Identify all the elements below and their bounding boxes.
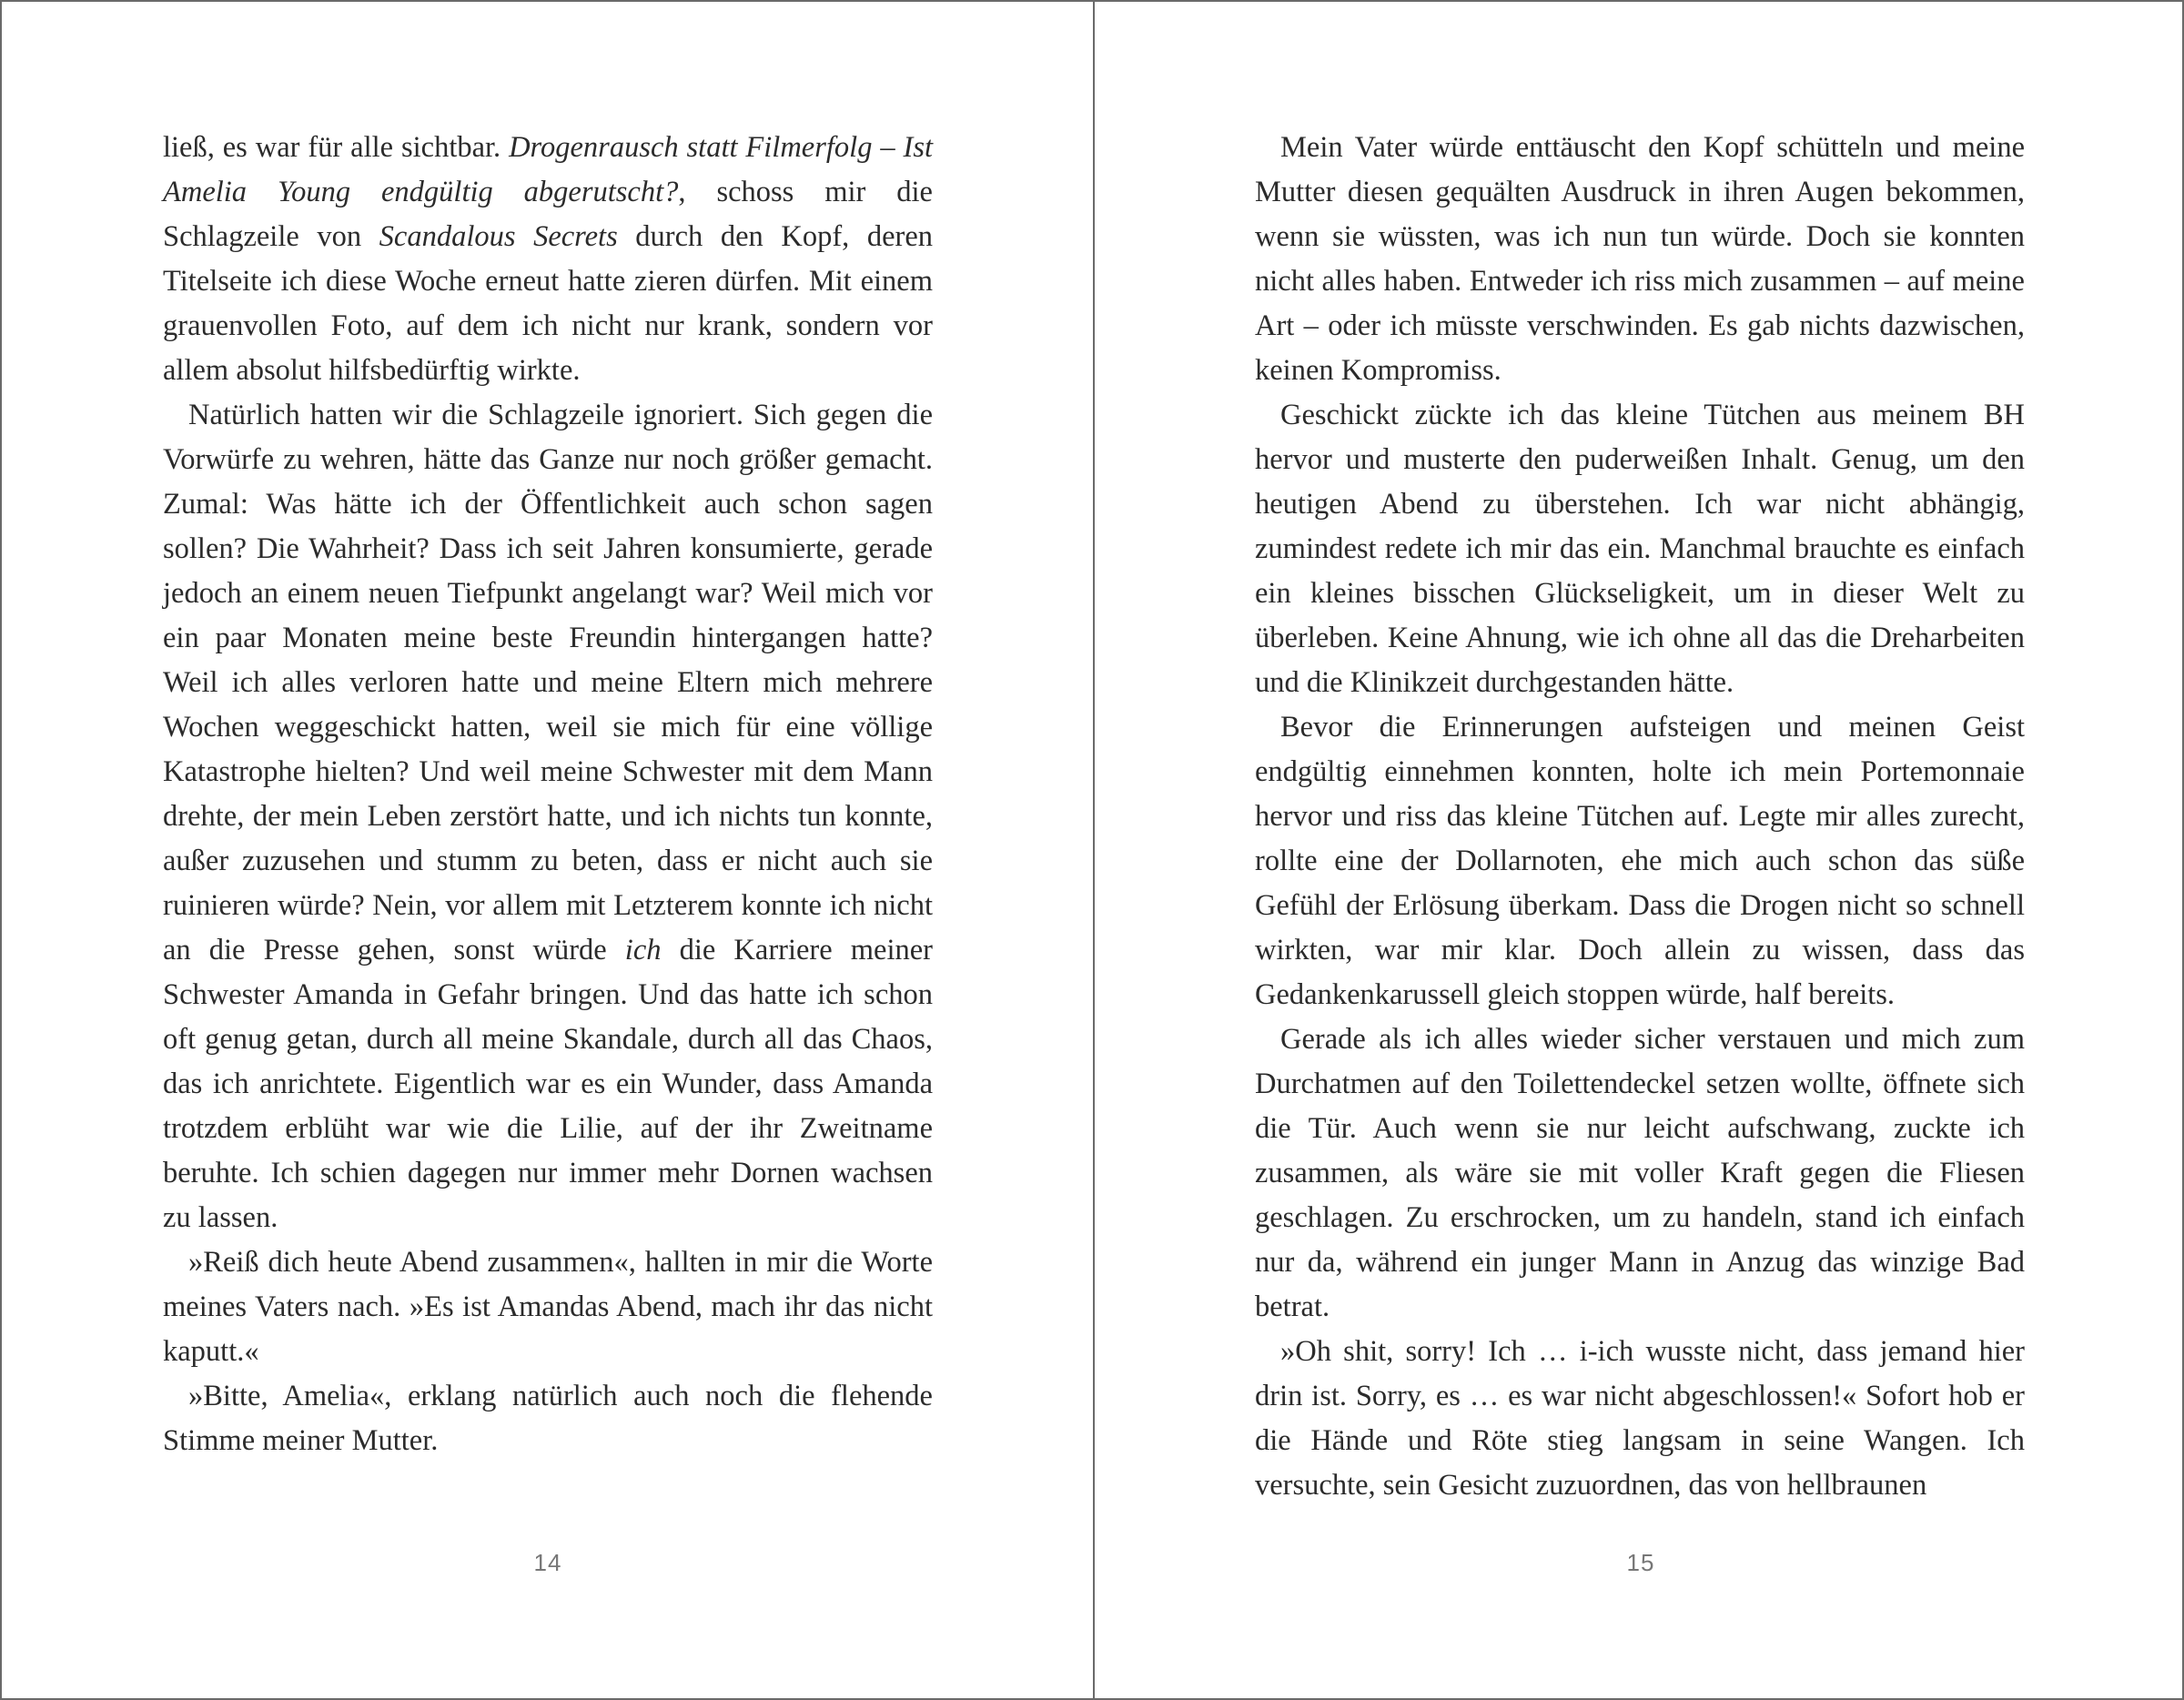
left-page-text	[163, 126, 933, 1463]
paragraph	[163, 1240, 933, 1374]
text-run: durch den Kopf, deren Titelseite ich diese Woche erneut hatte zieren dürfen. Mit einem grauenvollen Foto, auf dem ich nicht nur krank, sondern vor allem absolut hilfsbedürftig wirkte.	[163, 220, 933, 387]
paragraph	[1255, 126, 2025, 393]
text-run: die Karriere meiner Schwester Amanda in Gefahr bringen. Und das hatte ich schon oft genug getan, durch all meine Skandale, durch all das Chaos, das ich anrichtete. Eigentlich war es ein Wunder, dass Amanda trotzdem erblüht war wie die Lilie, auf der ihr Zweitname beruhte. Ich schien dagegen nur immer mehr Dornen wachsen zu lassen.	[163, 934, 933, 1234]
paragraph	[163, 126, 933, 393]
italic-text: Drogenrausch statt Filmerfolg – Ist Amelia Young endgültig abgerutscht?	[163, 131, 933, 208]
paragraph	[1255, 705, 2025, 1017]
right-page-number: 15	[1626, 1549, 1655, 1576]
left-page	[2, 2, 1093, 1698]
text-run: Gerade als ich alles wieder sicher verstauen und mich zum Durchatmen auf den Toilettendeckel setzen wollte, öffnete sich die Tür. Auch wenn sie nur leicht aufschwang, zuckte ich zusammen, als wäre sie mit voller Kraft gegen die Fliesen geschlagen. Zu erschrocken, um zu handeln, stand ich einfach nur da, während ein junger Mann in Anzug das winzige Bad betrat.	[1255, 1023, 2025, 1323]
right-page	[1095, 2, 2184, 1698]
text-run: »Bitte, Amelia«, erklang natürlich auch noch die flehende Stimme meiner Mutter.	[163, 1380, 933, 1457]
text-run: ließ, es war für alle sichtbar.	[163, 131, 510, 164]
italic-text: Scandalous Secrets	[379, 220, 618, 253]
left-page-number: 14	[533, 1549, 562, 1576]
paragraph	[1255, 1330, 2025, 1508]
paragraph	[163, 393, 933, 1240]
paragraph	[1255, 393, 2025, 705]
italic-text: ich	[624, 934, 662, 966]
text-run: Natürlich hatten wir die Schlagzeile ignoriert. Sich gegen die Vorwürfe zu wehren, hätte das Ganze nur noch größer gemacht. Zumal: Was hätte ich der Öffentlichkeit auch schon sagen sollen? Die Wahrheit? Dass ich seit Jahren konsumierte, gerade jedoch an einem neuen Tiefpunkt angelangt war? Weil mich vor ein paar Monaten meine beste Freundin hintergangen hatte? Weil ich alles verloren hatte und meine Eltern mich mehrere Wochen weggeschickt hatten, weil sie mich für eine völlige Katastrophe hielten? Und weil meine Schwester mit dem Mann drehte, der mein Leben zerstört hatte, und ich nichts tun konnte, außer zuzusehen und stumm zu beten, dass er nicht auch sie ruinieren würde? Nein, vor allem mit Letzterem konnte ich nicht an die Presse gehen, sonst würde	[163, 399, 933, 966]
right-page-text	[1255, 126, 2025, 1508]
paragraph	[163, 1374, 933, 1463]
text-run: Geschickt zückte ich das kleine Tütchen aus meinem BH hervor und musterte den puderweißen Inhalt. Genug, um den heutigen Abend zu überstehen. Ich war nicht abhängig, zumindest redete ich mir das ein. Manchmal brauchte es einfach ein kleines bisschen Glückseligkeit, um in dieser Welt zu überleben. Keine Ahnung, wie ich ohne all das die Dreharbeiten und die Klinikzeit durchgestanden hätte.	[1255, 399, 2025, 699]
paragraph	[1255, 1017, 2025, 1330]
text-run: Mein Vater würde enttäuscht den Kopf schütteln und meine Mutter diesen gequälten Ausdruck in ihren Augen bekommen, wenn sie wüssten, was ich nun tun würde. Doch sie konnten nicht alles haben. Entweder ich riss mich zusammen – auf meine Art – oder ich müsste verschwinden. Es gab nichts dazwischen, keinen Kompromiss.	[1255, 131, 2025, 387]
text-run: »Reiß dich heute Abend zusammen«, hallten in mir die Worte meines Vaters nach. »Es ist Amandas Abend, mach ihr das nicht kaputt.«	[163, 1246, 933, 1368]
text-run: Bevor die Erinnerungen aufsteigen und meinen Geist endgültig einnehmen konnten, holte ich mein Portemonnaie hervor und riss das kleine Tütchen auf. Legte mir alles zurecht, rollte eine der Dollarnoten, ehe mich auch schon das süße Gefühl der Erlösung überkam. Dass die Drogen nicht so schnell wirkten, war mir klar. Doch allein zu wissen, dass das Gedankenkarussell gleich stoppen würde, half bereits.	[1255, 711, 2025, 1011]
text-run: , schoss mir die Schlagzeile von	[163, 176, 933, 253]
text-run: »Oh shit, sorry! Ich … i-ich wusste nicht, dass jemand hier drin ist. Sorry, es … es war nicht abgeschlossen!« Sofort hob er die Hände und Röte stieg langsam in seine Wangen. Ich versuchte, sein Gesicht zuzuordnen, das von hellbraunen	[1255, 1335, 2025, 1502]
